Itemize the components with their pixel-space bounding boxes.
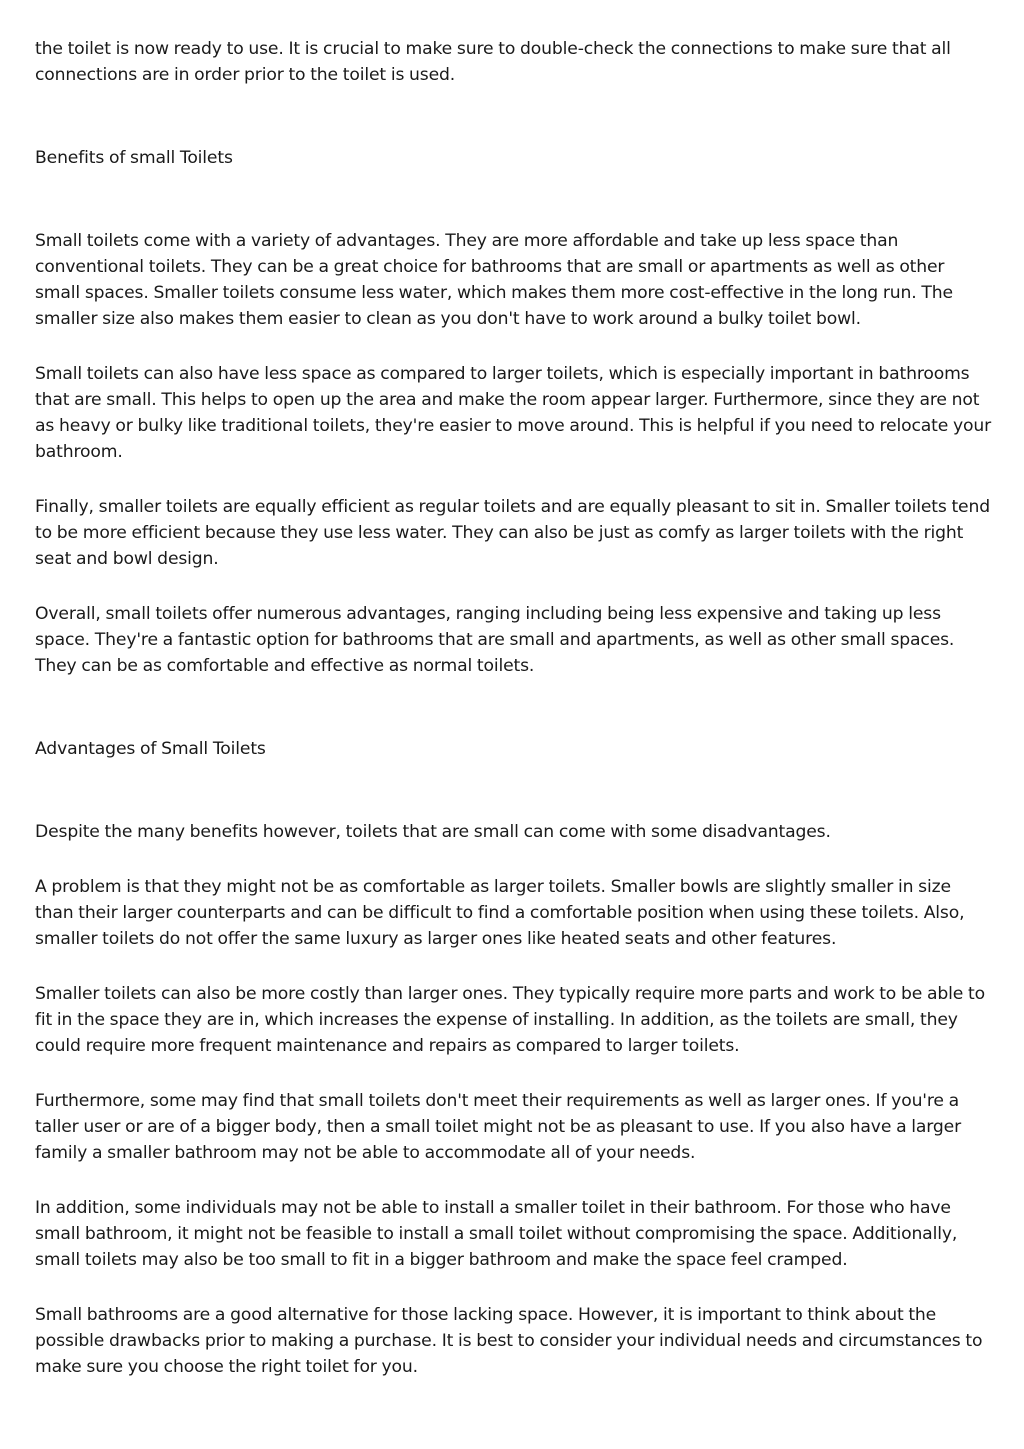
paragraph: Despite the many benefits however, toilets that are small can come with some disadvantages. bbox=[35, 822, 831, 842]
paragraph: Small toilets come with a variety of advantages. They are more affordable and take up less space than conventional toilets. They can be a great choice for bathrooms that are small or apartments as well as other small spaces. Smaller toilets consume less water, which makes them more cost-effective in the long run. The smaller size also makes them easier to clean as you don't have to work around a bulky toilet bowl. bbox=[35, 231, 953, 329]
paragraph: Overall, small toilets offer numerous advantages, ranging including being less expensive and taking up less space. They're a fantastic option for bathrooms that are small and apartments, as well as other small spaces. They can be as comfortable and effective as normal toilets. bbox=[35, 604, 955, 676]
section-heading-benefits: Benefits of small Toilets bbox=[35, 148, 233, 168]
paragraph: Finally, smaller toilets are equally efficient as regular toilets and are equally pleasant to sit in. Smaller toilets tend to be more efficient because they use less water. They can also be just as comfy as larger toilets with the right seat and bowl design. bbox=[35, 497, 990, 569]
paragraph: Furthermore, some may find that small toilets don't meet their requirements as well as larger ones. If you're a taller user or are of a bigger body, then a small toilet might not be as pleasant to use. If you also have a larger family a smaller bathroom may not be able to accommodate all of your needs. bbox=[35, 1091, 961, 1163]
paragraph: Small toilets can also have less space as compared to larger toilets, which is especially important in bathrooms that are small. This helps to open up the area and make the room appear larger. Furthermore, since they are not as heavy or bulky like traditional toilets, they're easier to move around. This is helpful if you need to relocate your bathroom. bbox=[35, 364, 992, 462]
document-page bbox=[35, 36, 993, 1380]
paragraph: Small bathrooms are a good alternative for those lacking space. However, it is important to think about the possible drawbacks prior to making a purchase. It is best to consider your individual needs and circumstances to make sure you choose the right toilet for you. bbox=[35, 1305, 983, 1377]
intro-paragraph: the toilet is now ready to use. It is crucial to make sure to double-check the connections to make sure that all connections are in order prior to the toilet is used. bbox=[35, 39, 951, 85]
paragraph: A problem is that they might not be as comfortable as larger toilets. Smaller bowls are slightly smaller in size than their larger counterparts and can be difficult to find a comfortable position when using these toilets. Also, smaller toilets do not offer the same luxury as larger ones like heated seats and other features. bbox=[35, 877, 965, 949]
paragraph: In addition, some individuals may not be able to install a smaller toilet in their bathroom. For those who have small bathroom, it might not be feasible to install a small toilet without compromising the space. Additionally, small toilets may also be too small to fit in a bigger bathroom and make the space feel cramped. bbox=[35, 1198, 958, 1270]
section-heading-advantages: Advantages of Small Toilets bbox=[35, 739, 266, 759]
paragraph: Smaller toilets can also be more costly than larger ones. They typically require more parts and work to be able to fit in the space they are in, which increases the expense of installing. In addition, as the toilets are small, they could require more frequent maintenance and repairs as compared to larger toilets. bbox=[35, 984, 985, 1056]
